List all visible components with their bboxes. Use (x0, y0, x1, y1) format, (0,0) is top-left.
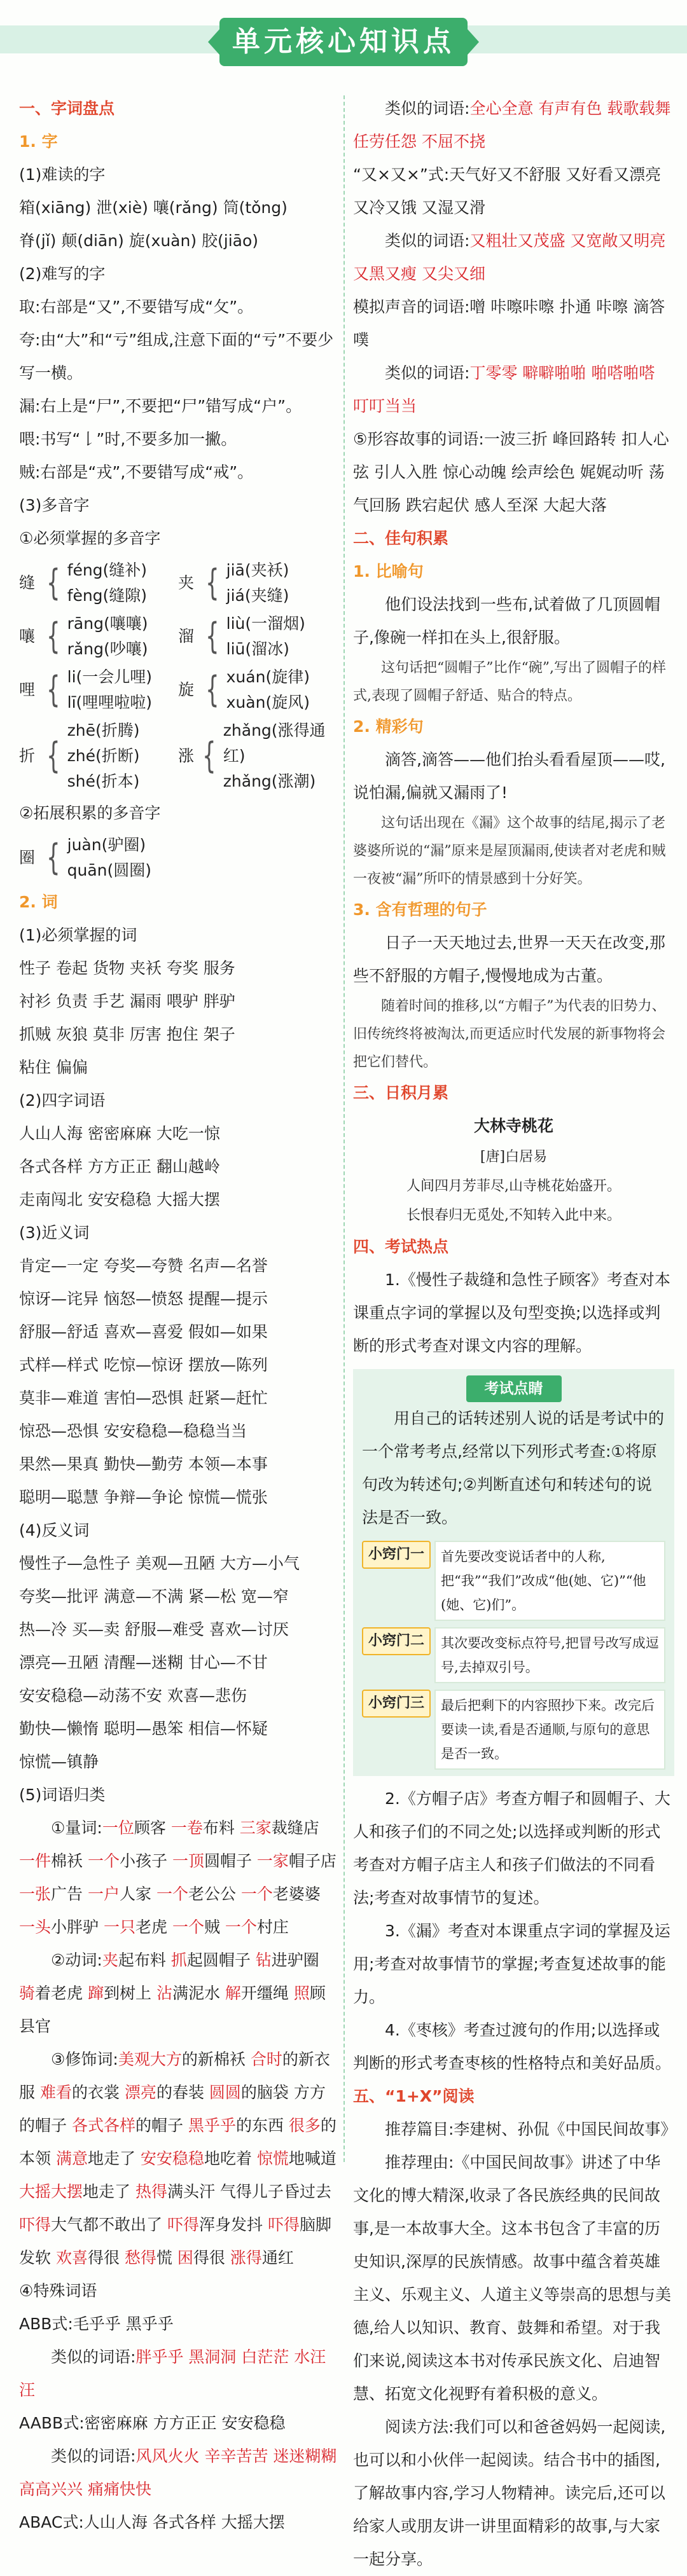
text-line: 4.《枣核》考查过渡句的作用;以选择或判断的形式考查枣核的性格特点和美好品质。 (353, 2021, 672, 2072)
text-line: 推荐篇目:李建树、孙侃《中国民间故事》 (385, 2120, 677, 2139)
polyphone-reading: liū(溜冰) (226, 640, 289, 658)
polyphone-reading: juàn(驴圈) (67, 836, 146, 854)
highlight-word: 又粗壮又茂盛 又宽敞又明亮 又黑又瘦 又尖又细 (353, 231, 666, 283)
highlight-word: 沾 (156, 1984, 172, 2002)
polyphone-readings (67, 665, 152, 715)
highlight-word: 夹 (102, 1951, 118, 1969)
tip-trick-label: 小窍门二 (362, 1627, 431, 1655)
highlight-word: 照 (293, 1984, 310, 2002)
text-line: 类似的词语:丁零零 噼噼啪啪 啪嗒啪嗒 叮叮当当 (353, 364, 655, 415)
highlight-word: 一个 (87, 1852, 120, 1870)
text-line: 类似的词语:风风火火 辛辛苦苦 迷迷糊糊 高高兴兴 痛痛快快 (19, 2447, 337, 2498)
highlight-word: 涨得 (230, 2249, 262, 2267)
text-line: 慢性子—急性子 美观—丑陋 大方—小气 (19, 1554, 300, 1573)
polyphone-reading: xuán(旋律) (226, 668, 310, 686)
tip-trick-text: 最后把剩下的内容照抄下来。改完后要读一读,看是否通顺,与原句的意思是否一致。 (434, 1690, 665, 1770)
text-line: ④特殊词语 (19, 2282, 97, 2300)
text-line: 走南闯北 安安稳稳 大摇大摆 (19, 1190, 220, 1209)
polyphone-reading: zhē(折腾) (67, 721, 140, 740)
highlight-word: 抓 (170, 1951, 187, 1969)
polyphone-reading: fèng(缝隙) (67, 586, 148, 605)
highlight-word: 一件 (19, 1852, 52, 1870)
highlight-word: 大摇大摆 (19, 2182, 83, 2201)
sub-heading: 1. 比喻句 (353, 562, 424, 581)
highlight-word: 全心全意 有声有色 载歌载舞 任劳任怨 不屈不挠 (353, 99, 671, 151)
section-heading: 二、佳句积累 (353, 529, 449, 548)
text-line: 阅读方法:我们可以和爸爸妈妈一起阅读,也可以和小伙伴一起阅读。结合书中的插图,了解故事内容,学习人物精神。读完后,还可以给家人或朋友讲一讲里面精彩的故事,与大家一起分享。 (353, 2418, 666, 2568)
highlight-word: 很多 (288, 2116, 321, 2135)
sub-heading: 2. 词 (19, 893, 58, 911)
text-line: 勤快—懒惰 聪明—愚笨 相信—怀疑 (19, 1719, 268, 1738)
text-line: “又×又×”式:天气好又不舒服 又好看又漂亮 又冷又饿 又湿又滑 (353, 165, 662, 217)
polyphone-reading: jiá(夹缝) (226, 586, 289, 605)
highlight-word: 吓得 (19, 2215, 52, 2234)
brace-icon: { (46, 837, 60, 878)
text-line: 日子一天天地过去,世界一天天在改变,那些不舒服的方帽子,慢慢地成为古董。 (353, 933, 665, 985)
poem-line: 长恨春归无觅处,不知转入此中来。 (406, 1208, 621, 1223)
highlight-word: 黑乎乎 (188, 2116, 236, 2135)
polyphone-char: 圈 (19, 848, 36, 867)
polyphone-readings (67, 832, 151, 883)
polyphone-readings (226, 665, 310, 715)
text-line: 取:右部是“又”,不要错写成“攵”。 (19, 298, 254, 316)
text-line: AABB式:密密麻麻 方方正正 安安稳稳 (19, 2414, 286, 2432)
highlight-word: 三家 (239, 1819, 272, 1837)
polyphone-row (19, 718, 337, 794)
text-line: 肯定—一定 夸奖—夸赞 名声—名誉 (19, 1257, 268, 1275)
left-column (19, 92, 337, 2539)
text-line: 惊慌—镇静 (19, 1753, 99, 1771)
highlight-word: 合时 (250, 2050, 282, 2069)
highlight-word: 一头 (19, 1918, 52, 1936)
note-text: 随着时间的推移,以“方帽子”为代表的旧势力、旧传统终将被淘汰,而更适应时代发展的新事物将会把它们替代。 (353, 998, 666, 1070)
text-line: 推荐理由:《中国民间故事》讲述了中华文化的博大精深,收录了各民族经典的民间故事,是一本故事大全。这本书包含了丰富的历史知识,深厚的民族情感。故事中蕴含着英雄主义、乐观主义、人道主义等崇高的思想与美德,给人以知识、教育、鼓舞和希望。对于我们来说,阅读这本书对传承民族文化、启迪智慧、拓宽文化视野有着积极的意义。 (353, 2153, 672, 2403)
text-line: (1)难读的字 (19, 165, 106, 184)
highlight-word: 吓得 (167, 2215, 199, 2234)
highlight-word: 一家 (256, 1852, 289, 1870)
text-line: (3)多音字 (19, 496, 90, 514)
polyphone-reading: li(一会儿哩) (67, 668, 153, 686)
text-line: 热—冷 买—卖 舒服—难受 喜欢—讨厌 (19, 1620, 289, 1639)
highlight-word: 热得 (135, 2182, 167, 2201)
text-line: 箱(xiāng) 泄(xiè) 嚷(rǎng) 筒(tǒng) (19, 198, 288, 217)
exam-tip-body: 用自己的话转述别人说的话是考试中的一个常考考点,经常以下列形式考查:①将原句改为转述句;②判断直述句和转述句的说法是否一致。 (362, 1409, 665, 1527)
highlight-word: 欢喜 (55, 2249, 88, 2267)
polyphone-readings (226, 611, 305, 662)
text-line: 1.《慢性子裁缝和急性子顾客》考查对本课重点字词的掌握以及句型变换;以选择或判断的形式考查对课文内容的理解。 (353, 1271, 670, 1355)
tip-trick (362, 1627, 665, 1683)
polyphone-reading: zhǎng(涨得通红) (223, 721, 326, 765)
sub-heading: 2. 精彩句 (353, 717, 424, 736)
polyphone-reading: lī(哩哩啦啦) (67, 693, 153, 712)
polyphone-char: 哩 (19, 680, 36, 699)
header-banner (0, 0, 687, 83)
text-line: 脊(jǐ) 颠(diān) 旋(xuàn) 胶(jiāo) (19, 231, 259, 250)
brace-icon: { (46, 562, 60, 603)
polyphone-readings (67, 718, 140, 794)
text-line: 3.《漏》考查对本课重点字词的掌握及运用;考查对故事情节的掌握;考查复述故事的能力。 (353, 1922, 670, 2006)
poem-title: 大林寺桃花 (473, 1117, 553, 1135)
text-line: 类似的词语:胖乎乎 黑洞洞 白茫茫 水汪汪 (19, 2348, 326, 2399)
polyphone-char: 夹 (178, 574, 195, 592)
text-line: (2)四字词语 (19, 1091, 106, 1110)
text-line: ABAC式:人山人海 各式各样 大摇大摆 (19, 2513, 285, 2531)
polyphone-reading: zhé(折断) (67, 747, 140, 765)
highlight-word: 圆圆 (209, 2083, 241, 2102)
text-line: 各式各样 方方正正 翻山越岭 (19, 1157, 220, 1176)
polyphone-group (19, 558, 178, 609)
right-column (353, 92, 677, 2576)
polyphone-readings (67, 611, 148, 662)
highlight-word: 一只 (103, 1918, 135, 1936)
text-line: 惊恐—恐惧 安安稳稳—稳稳当当 (19, 1422, 247, 1440)
highlight-word: 一户 (87, 1885, 120, 1903)
highlight-word: 漂亮 (124, 2083, 156, 2102)
highlight-word: 吓得 (267, 2215, 300, 2234)
text-line: (5)词语归类 (19, 1786, 106, 1804)
column-divider (344, 95, 345, 2162)
polyphone-readings (226, 558, 289, 609)
highlight-word: 风风火火 辛辛苦苦 迷迷糊糊 高高兴兴 痛痛快快 (19, 2447, 337, 2498)
brace-icon: { (202, 735, 216, 776)
polyphone-group (19, 611, 178, 662)
polyphone-reading: rǎng(吵嚷) (67, 640, 148, 658)
polyphone-char: 嚷 (19, 627, 36, 645)
highlight-word: 丁零零 噼噼啪啪 啪嗒啪嗒 叮叮当当 (353, 364, 655, 415)
highlight-word: 一张 (19, 1885, 52, 1903)
page-title: 单元核心知识点 (219, 18, 468, 66)
tip-trick-label: 小窍门一 (362, 1541, 431, 1569)
text-line: 聪明—聪慧 争辩—争论 惊慌—慌张 (19, 1488, 268, 1506)
highlight-word: 骑 (19, 1984, 36, 2002)
text-line: 类似的词语:又粗壮又茂盛 又宽敞又明亮 又黑又瘦 又尖又细 (353, 231, 666, 283)
highlight-word: 一顶 (172, 1852, 204, 1870)
polyphone-char: 涨 (178, 747, 195, 765)
text-line: (2)难写的字 (19, 265, 106, 283)
polyphone-group (19, 665, 178, 715)
polyphone-group (178, 611, 331, 662)
polyphone-reading: féng(缝补) (67, 561, 148, 579)
polyphone-row (19, 611, 337, 662)
tip-trick-label: 小窍门三 (362, 1690, 431, 1718)
tip-trick-text: 其次要改变标点符号,把冒号改写成逗号,去掉双引号。 (434, 1627, 665, 1683)
text-line: 舒服—舒适 喜欢—喜爱 假如—如果 (19, 1323, 268, 1341)
text-line: ③修饰词:美观大方的新棉袄 合时的新衣服 难看的衣裳 漂亮的春装 圆圆的脑袋 方方的帽子 各式各样的帽子 黑乎乎的东西 很多的本领 满意地走了 安安稳稳地吃着 惊慌地喊道 大摇大摆地走了 热得满头汗 气得儿子昏过去 吓得大气都不敢出了 吓得浑身发抖 吓得脑脚发软 欢喜得很 愁得慌 困得很 涨得通红 (19, 2050, 337, 2267)
brace-icon: { (205, 669, 219, 710)
text-line: ①量词:一位顾客 一卷布料 三家裁缝店 一件棉袄 一个小孩子 一顶圆帽子 一家帽子店 一张广告 一户人家 一个老公公 一个老婆婆 一头小胖驴 一只老虎 一个贼 一个村庄 (19, 1819, 337, 1936)
text-line: 贼:右部是“戎”,不要错写成“戒”。 (19, 463, 254, 481)
highlight-word: 愁得 (124, 2249, 156, 2267)
text-line: 夸:由“大”和“亏”组成,注意下面的“亏”不要少写一横。 (19, 331, 334, 382)
sub-heading: 1. 字 (19, 132, 58, 151)
highlight-word: 一卷 (170, 1819, 203, 1837)
polyphone-readings (223, 718, 331, 794)
brace-icon: { (205, 616, 219, 657)
text-line: ②拓展积累的多音字 (19, 804, 161, 822)
sub-heading: 3. 含有哲理的句子 (353, 900, 487, 919)
polyphone-reading: shé(折本) (67, 772, 140, 790)
polyphone-reading: liù(一溜烟) (226, 614, 305, 633)
highlight-word: 困 (177, 2249, 193, 2267)
highlight-word: 钻 (255, 1951, 272, 1969)
text-line: (4)反义词 (19, 1521, 90, 1539)
tip-trick (362, 1541, 665, 1621)
brace-icon: { (46, 669, 60, 710)
brace-icon: { (205, 562, 219, 603)
text-line: 模拟声音的词语:噌 咔嚓咔嚓 扑通 咔嚓 滴答 噗 (353, 298, 665, 349)
section-heading: 一、字词盘点 (19, 99, 115, 118)
text-line: 式样—样式 吃惊—惊讶 摆放—陈列 (19, 1356, 268, 1374)
polyphone-reading: xuàn(旋风) (226, 693, 310, 712)
text-line: ⑤形容故事的词语:一波三折 峰回路转 扣人心弦 引人入胜 惊心动魄 绘声绘色 娓娓动听 荡气回肠 跌宕起伏 感人至深 大起大落 (353, 430, 669, 514)
section-heading: 三、日积月累 (353, 1084, 449, 1102)
polyphone-char: 缝 (19, 574, 36, 592)
polyphone-char: 溜 (178, 627, 195, 645)
polyphone-reading: zhǎng(涨潮) (223, 772, 316, 790)
text-line: 他们设法找到一些布,试着做了几顶圆帽子,像碗一样扣在头上,很舒服。 (353, 595, 660, 647)
polyphone-group (178, 718, 331, 794)
highlight-word: 各式各样 (71, 2116, 135, 2135)
text-line: ABB式:毛乎乎 黑乎乎 (19, 2315, 174, 2333)
tip-trick (362, 1690, 665, 1770)
exam-tip-tag: 考试点睛 (466, 1375, 562, 1402)
text-line: 漏:右上是“尸”,不要把“尸”错写成“户”。 (19, 397, 302, 415)
polyphone-group (19, 718, 178, 794)
text-line: 莫非—难道 害怕—恐惧 赶紧—赶忙 (19, 1389, 268, 1407)
polyphone-reading: rāng(嚷嚷) (67, 614, 148, 633)
highlight-word: 安安稳稳 (140, 2149, 204, 2168)
highlight-word: 蹿 (87, 1984, 104, 2002)
polyphone-char: 折 (19, 747, 36, 765)
highlight-word: 难看 (39, 2083, 72, 2102)
polyphone-group (178, 665, 331, 715)
tip-trick-text: 首先要改变说话者中的人称,把“我”“我们”改成“他(她、它)”“他(她、它)们”。 (434, 1541, 665, 1621)
exam-tip-box (353, 1369, 674, 1776)
polyphone-reading: jiā(夹袄) (226, 561, 289, 579)
text-line: 夸奖—批评 满意—不满 紧—松 宽—窄 (19, 1587, 289, 1606)
text-line: 喂:书写“𠄌”时,不要多加一撇。 (19, 430, 237, 448)
text-line: 类似的词语:全心全意 有声有色 载歌载舞 任劳任怨 不屈不挠 (353, 99, 671, 151)
highlight-word: 胖乎乎 黑洞洞 白茫茫 水汪汪 (19, 2348, 326, 2399)
highlight-word: 满意 (55, 2149, 88, 2168)
text-line: 惊讶—诧异 恼怒—愤怒 提醒—提示 (19, 1290, 268, 1308)
polyphone-char: 旋 (178, 680, 195, 699)
note-text: 这句话把“圆帽子”比作“碗”,写出了圆帽子的样式,表现了圆帽子舒适、贴合的特点。 (353, 660, 666, 704)
polyphone-row (19, 665, 337, 715)
highlight-word: 一个 (172, 1918, 204, 1936)
text-line: 果然—果真 勤快—勤劳 本领—本事 (19, 1455, 268, 1473)
polyphone-row (19, 558, 337, 609)
text-line: 漂亮—丑陋 清醒—迷糊 甘心—不甘 (19, 1653, 268, 1672)
polyphone-readings (67, 558, 147, 609)
highlight-word: 一个 (156, 1885, 188, 1903)
brace-icon: { (46, 735, 60, 776)
text-line: 粘住 偏偏 (19, 1058, 88, 1077)
text-line: 人山人海 密密麻麻 大吃一惊 (19, 1124, 220, 1143)
polyphone-group (19, 832, 337, 883)
text-line: 滴答,滴答——他们抬头看看屋顶——哎,说怕漏,偏就又漏雨了! (353, 750, 665, 802)
highlight-word: 美观大方 (118, 2050, 182, 2069)
text-line: ①必须掌握的多音字 (19, 529, 161, 548)
highlight-word: 惊慌 (256, 2149, 289, 2168)
text-line: 抓贼 灰狼 莫非 厉害 抱住 架子 (19, 1025, 235, 1043)
polyphone-group (178, 558, 331, 609)
text-line: 性子 卷起 货物 夹袄 夸奖 服务 (19, 959, 235, 977)
text-line: 衬衫 负责 手艺 漏雨 喂驴 胖驴 (19, 992, 235, 1010)
highlight-word: 解 (225, 1984, 241, 2002)
text-line: ②动词:夹起布料 抓起圆帽子 钻进驴圈 骑着老虎 蹿到树上 沾满泥水 解开缰绳 照顾县官 (19, 1951, 326, 2035)
polyphone-reading: quān(圆圈) (67, 861, 152, 879)
highlight-word: 一个 (240, 1885, 273, 1903)
highlight-word: 一位 (102, 1819, 134, 1837)
text-line: (3)近义词 (19, 1223, 90, 1242)
text-line: 2.《方帽子店》考查方帽子和圆帽子、大人和孩子们的不同之处;以选择或判断的形式考查对方帽子店主人和孩子们做法的不同看法;考查对故事情节的复述。 (353, 1789, 670, 1907)
brace-icon: { (46, 616, 60, 657)
text-line: 安安稳稳—动荡不安 欢喜—悲伤 (19, 1686, 247, 1705)
poem-line: [唐]白居易 (480, 1149, 548, 1165)
highlight-word: 一个 (225, 1918, 257, 1936)
section-heading: 四、考试热点 (353, 1237, 449, 1256)
note-text: 这句话出现在《漏》这个故事的结尾,揭示了老婆婆所说的“漏”原来是屋顶漏雨,使读者对老虎和贼一夜被“漏”所吓的情景感到十分好笑。 (353, 815, 666, 887)
section-heading: 五、“1+X”阅读 (353, 2087, 475, 2105)
text-line: (1)必须掌握的词 (19, 926, 137, 944)
poem-line: 人间四月芳菲尽,山寺桃花始盛开。 (406, 1178, 621, 1194)
